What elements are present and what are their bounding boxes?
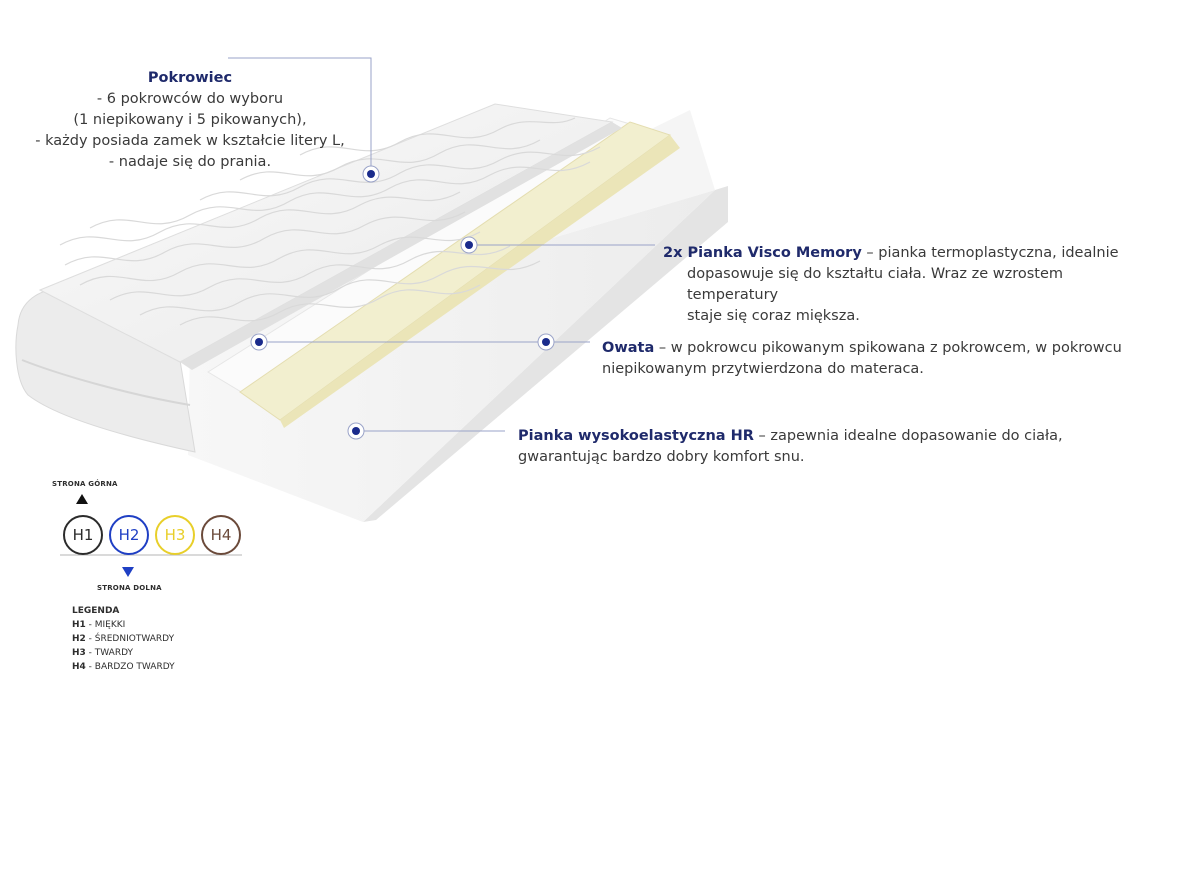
legend <box>72 604 175 674</box>
legend-item: H3 - TWARDY <box>72 648 134 658</box>
h1-label: H1 <box>72 526 94 544</box>
pokrowiec-line: - 6 pokrowców do wyboru <box>96 91 284 107</box>
pokrowiec-line: (1 niepikowany i 5 pikowanych), <box>73 112 307 128</box>
legend-item: H2 - ŚREDNIOTWARDY <box>72 634 175 644</box>
marker-pokrowiec-icon <box>363 166 379 182</box>
legend-item: H4 - BARDZO TWARDY <box>72 662 175 672</box>
pokrowiec-line: - każdy posiada zamek w kształcie litery L, <box>35 133 345 149</box>
pokrowiec-line: - nadaje się do prania. <box>108 154 272 170</box>
h4-label: H4 <box>210 526 232 544</box>
hr-line: gwarantując bardzo dobry komfort snu. <box>518 449 805 465</box>
strona-dolna-label: STRONA DOLNA <box>97 584 162 592</box>
marker-owata-right-icon <box>538 334 554 350</box>
legend-item: H1 - MIĘKKI <box>72 620 126 630</box>
arrow-down-icon <box>122 567 134 577</box>
legend-title: LEGENDA <box>72 606 120 616</box>
pokrowiec-title: Pokrowiec <box>147 70 233 86</box>
strona-gorna-label: STRONA GÓRNA <box>52 480 118 488</box>
hr-line: Pianka wysokoelastyczna HR – zapewnia idealne dopasowanie do ciała, <box>518 428 1063 444</box>
marker-visco-icon <box>461 237 477 253</box>
owata-line: niepikowanym przytwierdzona do materaca. <box>602 361 924 377</box>
arrow-up-icon <box>76 494 88 504</box>
marker-owata-left-icon <box>251 334 267 350</box>
visco-callout <box>663 243 1148 327</box>
owata-line: Owata – w pokrowcu pikowanym spikowana z pokrowcem, w pokrowcu <box>602 340 1122 356</box>
visco-line: dopasowuje się do kształtu ciała. Wraz ze wzrostem temperatury <box>687 266 1064 303</box>
h2-label: H2 <box>118 526 140 544</box>
visco-line: staje się coraz miększa. <box>687 308 860 324</box>
visco-line: 2x Pianka Visco Memory – pianka termoplastyczna, idealnie <box>663 245 1119 261</box>
marker-hr-icon <box>348 423 364 439</box>
hr-callout <box>518 426 1148 468</box>
owata-callout <box>602 338 1132 380</box>
h3-label: H3 <box>164 526 186 544</box>
pokrowiec-callout <box>20 68 360 173</box>
